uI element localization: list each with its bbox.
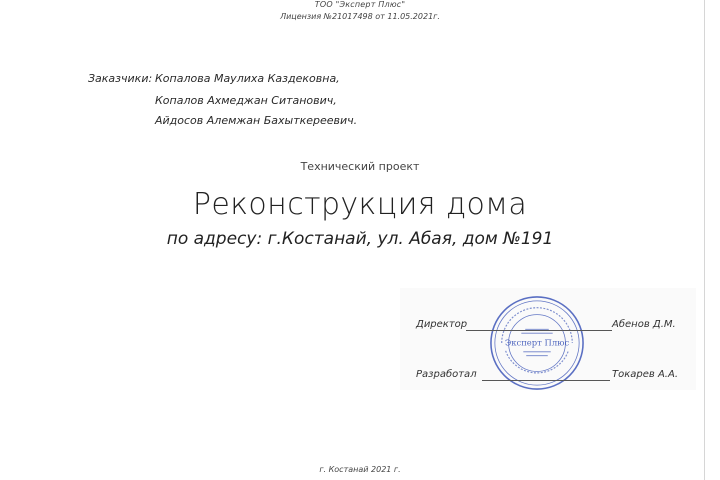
customers-label: Заказчики: [88,72,153,85]
company-seal [488,294,586,392]
project-title: Реконструкция дома [192,187,528,222]
developer-signature-line [482,380,610,381]
seal-center-text: Эксперт Плюс [504,337,570,348]
project-address: по адресу: г.Костанай, ул. Абая, дом №191 [166,229,554,249]
director-name: Абенов Д.М. [612,319,676,330]
customer-name: Айдосов Алемжан Бахыткереевич. [155,114,358,127]
project-type: Технический проект [300,160,420,173]
director-signature-line [466,330,612,331]
director-label: Директор [416,319,468,330]
customer-name: Копалова Маулиха Каздековна, [155,72,340,85]
footer-place-year: г. Костанай 2021 г. [319,465,401,474]
developer-label: Разработал [416,369,477,380]
customer-name: Копалов Ахмеджан Ситанович, [155,94,337,107]
firm-name: ТОО "Эксперт Плюс" [314,0,406,9]
license-line: Лицензия №21017498 от 11.05.2021г. [280,12,440,21]
developer-name: Токарев А.А. [612,369,679,380]
